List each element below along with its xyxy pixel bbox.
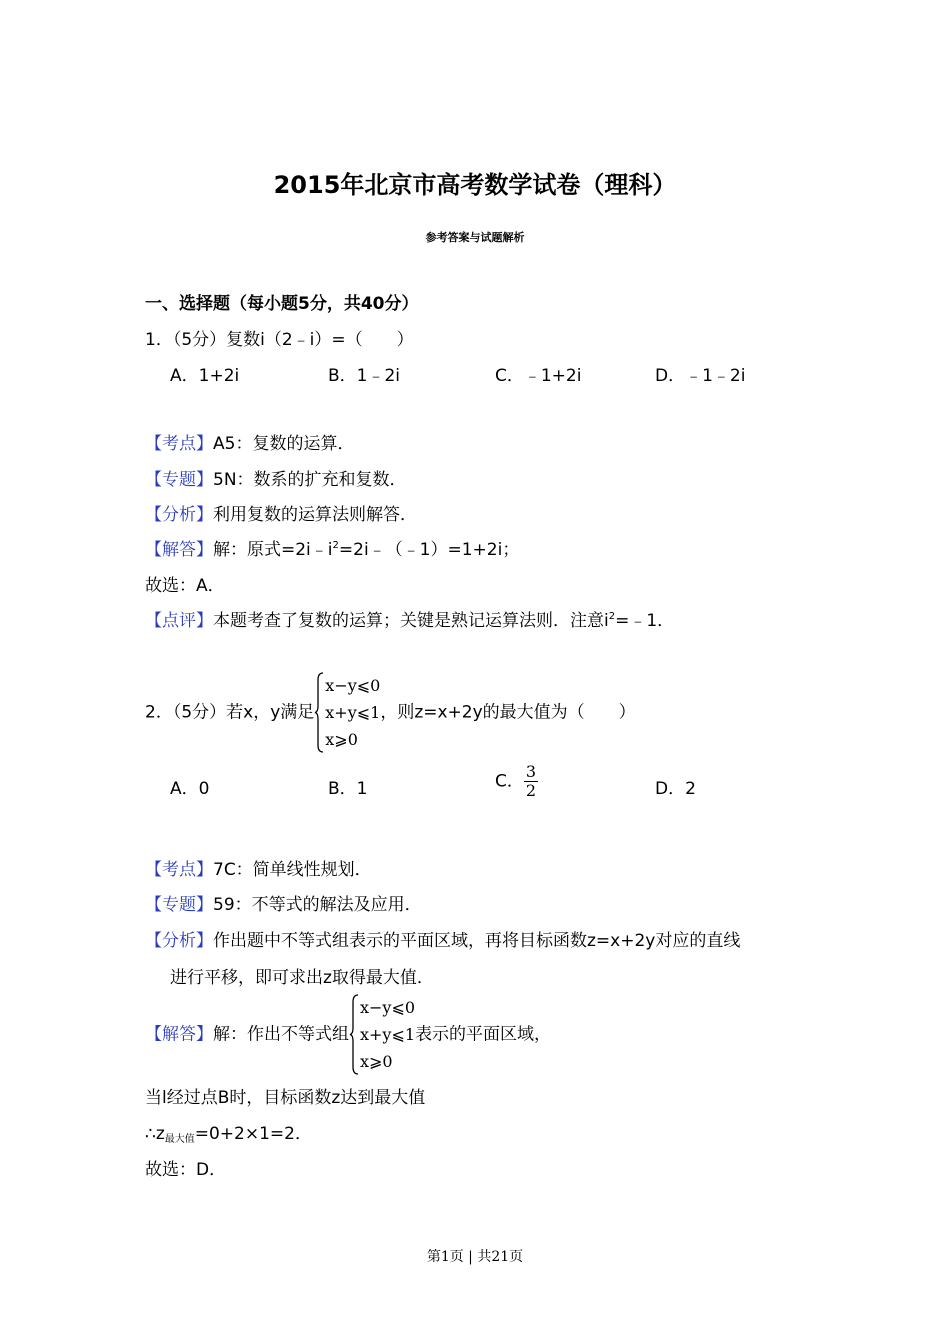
- q2-jieda-inequality-system: [349, 994, 415, 1075]
- q2-max: [145, 1119, 312, 1145]
- q2-zhuanti-tag: 【专题】: [145, 895, 213, 915]
- q1-fenxi: [145, 500, 417, 525]
- q1-kaodian-tag: 【考点】: [145, 434, 213, 454]
- fraction-numerator: 3: [525, 762, 537, 781]
- left-brace-icon: [349, 994, 359, 1075]
- document-subtitle: 参考答案与试题解析: [425, 231, 525, 244]
- q2-jieda-post: 表示的平面区域，: [415, 1024, 552, 1045]
- q2-jieda-tag: 【解答】: [145, 1024, 213, 1045]
- q1-dianping-post: =﹣1．: [615, 611, 675, 631]
- q2-ineq-2: x+y⩽1: [325, 703, 381, 722]
- section-heading: 一、选择题（每小题5分，共40分）: [145, 294, 419, 314]
- q1-option-d: D．﹣1﹣2i: [655, 366, 746, 386]
- q2-option-d: D．2: [655, 779, 696, 799]
- q2-option-a: A．0: [170, 779, 210, 799]
- q1-jieda: [145, 535, 519, 560]
- q2-line-b: 当l经过点B时，目标函数z达到最大值: [145, 1088, 426, 1108]
- q2-fenxi-line2: 进行平移，即可求出z取得最大值．: [170, 968, 434, 988]
- q1-kaodian-text: A5：复数的运算．: [213, 434, 355, 454]
- q2-kaodian-text: 7C：简单线性规划．: [213, 860, 372, 880]
- q1-option-b: B．1﹣2i: [328, 366, 401, 386]
- q1-jieda-sup: 2: [332, 540, 339, 551]
- q2-jieda-pre: 解：作出不等式组: [213, 1024, 349, 1045]
- q2-ineq-3: x⩾0: [325, 730, 358, 749]
- q2-inequality-system: [314, 672, 380, 753]
- q2-option-c-label: C．: [495, 771, 524, 792]
- q2-jieda-ineq-1: x−y⩽0: [360, 998, 416, 1017]
- q1-dianping-pre: 本题考查了复数的运算；关键是熟记运算法则．注意i: [213, 611, 609, 631]
- q2-zhuanti: [145, 890, 422, 915]
- q1-dianping: [145, 606, 674, 631]
- q2-option-c: [495, 763, 538, 800]
- q2-kaodian: [145, 855, 372, 880]
- fraction-denominator: 2: [525, 781, 537, 800]
- q1-option-a: A．1+2i: [170, 366, 240, 386]
- q1-zhuanti: [145, 465, 407, 490]
- q2-max-post: =0+2×1=2．: [194, 1124, 312, 1144]
- q1-jieda-tag: 【解答】: [145, 540, 213, 560]
- q1-fenxi-tag: 【分析】: [145, 505, 213, 525]
- q2-option-b: B．1: [328, 779, 368, 799]
- q1-dianping-sup: 2: [608, 611, 616, 622]
- q2-fenxi-text: 作出题中不等式组表示的平面区域，再将目标函数z=x+2y对应的直线: [213, 931, 741, 951]
- q1-jieda-pre: 解：原式=2i﹣i: [213, 540, 333, 560]
- q1-jieda-post: =2i﹣（﹣1）=1+2i；: [338, 540, 520, 560]
- q1-option-c: C．﹣1+2i: [495, 366, 582, 386]
- q2-jieda: [145, 994, 551, 1075]
- q1-dianping-tag: 【点评】: [145, 611, 213, 631]
- q2-max-sub: 最大值: [164, 1134, 195, 1145]
- q2-stem: [145, 672, 636, 753]
- q2-choice: 故选：D．: [145, 1160, 227, 1180]
- q2-stem-post: ，则z=x+2y的最大值为（ ）: [380, 702, 636, 723]
- q1-stem: 1．（5分）复数i（2﹣i）=（ ）: [145, 330, 414, 350]
- q1-zhuanti-text: 5N：数系的扩充和复数．: [213, 470, 407, 490]
- q2-max-pre: ∴z: [145, 1124, 165, 1144]
- q1-choice: 故选：A．: [145, 576, 225, 596]
- q1-kaodian: [145, 429, 354, 454]
- q1-fenxi-text: 利用复数的运算法则解答．: [213, 505, 417, 525]
- left-brace-icon: [314, 672, 324, 753]
- document-title: 2015年北京市高考数学试卷（理科）: [273, 171, 677, 199]
- q2-zhuanti-text: 59：不等式的解法及应用．: [213, 895, 422, 915]
- q2-fenxi-tag: 【分析】: [145, 931, 213, 951]
- page-footer: 第1页 | 共21页: [426, 1249, 524, 1265]
- q2-option-c-fraction: [524, 763, 538, 800]
- q2-stem-pre: 2．（5分）若x，y满足: [145, 702, 315, 723]
- q2-fenxi: [145, 926, 740, 951]
- q2-jieda-ineq-2: x+y⩽1: [360, 1025, 416, 1044]
- q1-zhuanti-tag: 【专题】: [145, 470, 213, 490]
- q2-kaodian-tag: 【考点】: [145, 860, 213, 880]
- q2-jieda-ineq-3: x⩾0: [360, 1052, 393, 1071]
- q2-ineq-1: x−y⩽0: [325, 676, 381, 695]
